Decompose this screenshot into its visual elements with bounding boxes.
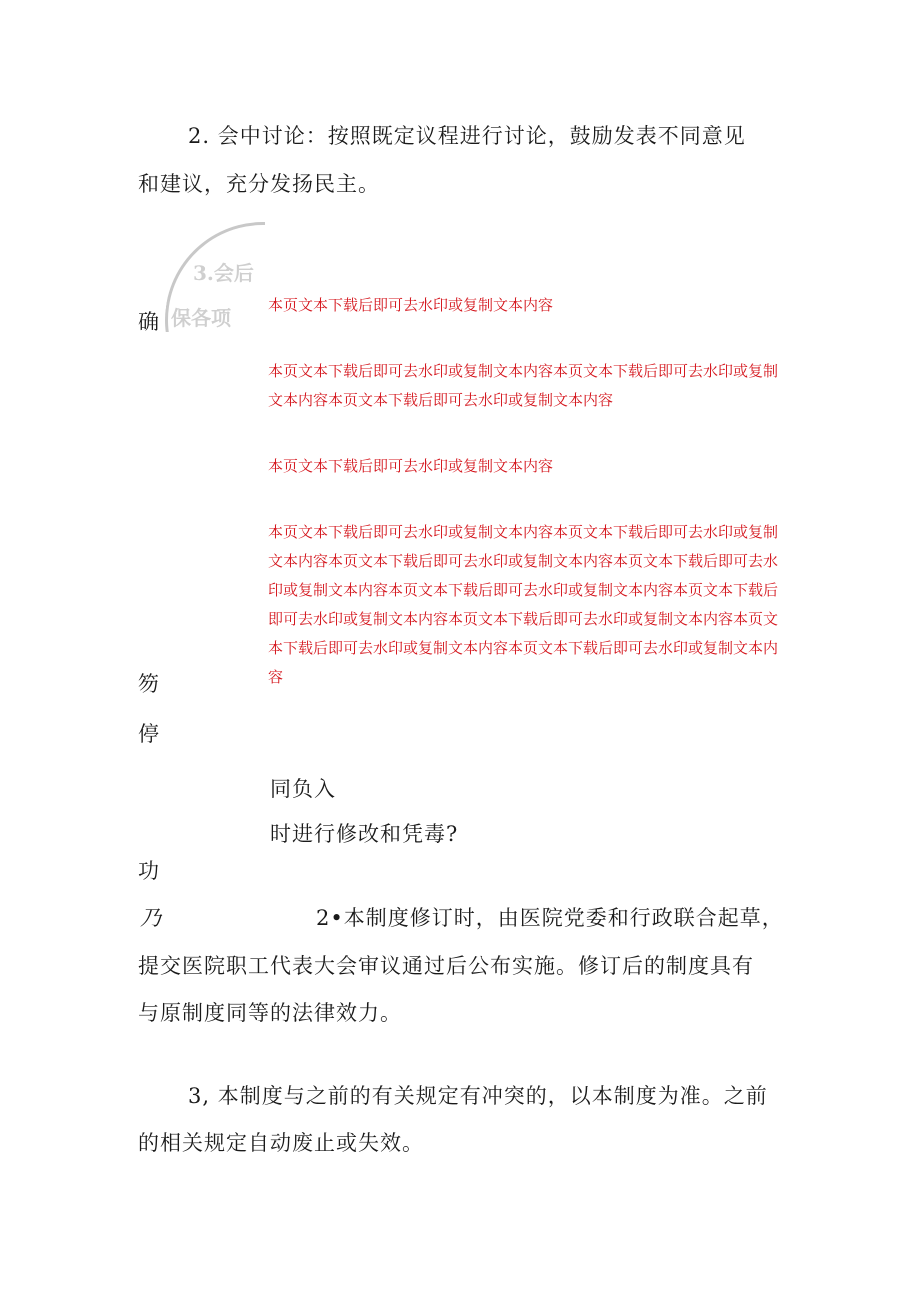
item-3-line-1: 3, 本制度与之前的有关规定有冲突的，以本制度为准。之前 xyxy=(188,1084,768,1108)
item-3-line-2: 的相关规定自动废止或失效。 xyxy=(138,1131,424,1155)
fragment-1: 同负入 xyxy=(270,777,336,801)
item-2-line-1: 2•本制度修订时，由医院党委和行政联合起草， xyxy=(316,906,784,930)
watermark-notice-2: 本页文本下载后即可去水印或复制文本内容本页文本下载后即可去水印或复制文本内容本页文本下载后即可去水印或复制文本内容 xyxy=(268,362,779,409)
faded-line: 保各项 xyxy=(171,306,231,330)
margin-char-2: 笏 xyxy=(138,672,160,696)
item-2-line-3: 与原制度同等的法律效力。 xyxy=(138,1001,402,1025)
item-2-line-2: 提交医院职工代表大会审议通过后公布实施。修订后的制度具有 xyxy=(138,954,754,978)
watermark-notice-3: 本页文本下载后即可去水印或复制文本内容 xyxy=(268,457,554,475)
margin-char-1: 确 xyxy=(138,310,160,334)
faded-heading: 3.会后 xyxy=(193,261,254,285)
paragraph-2-line-1: 2. 会中讨论：按照既定议程进行讨论，鼓励发表不同意见 xyxy=(188,124,746,148)
margin-char-4: 功 xyxy=(138,859,160,883)
margin-char-3: 停 xyxy=(138,722,160,746)
watermark-notice-1: 本页文本下载后即可去水印或复制文本内容 xyxy=(268,296,554,314)
faded-stamp-graphic xyxy=(155,222,265,332)
margin-char-5: 乃 xyxy=(140,906,162,930)
watermark-notice-4: 本页文本下载后即可去水印或复制文本内容本页文本下载后即可去水印或复制文本内容本页文本下载后即可去水印或复制文本内容本页文本下载后即可去水印或复制文本内容本页文本下载后即可去水印或复制文本内容本页文本下载后即可去水印或复制文本内容本页文本下载后即可去水印或复制文本内容本页文本下载后即可去水印或复制文本内容本页文本下载后即可去水印或复制文本内容 xyxy=(268,523,779,686)
fragment-2: 时进行修改和凭毒? xyxy=(270,822,459,846)
paragraph-2-line-2: 和建议，充分发扬民主。 xyxy=(138,172,380,196)
